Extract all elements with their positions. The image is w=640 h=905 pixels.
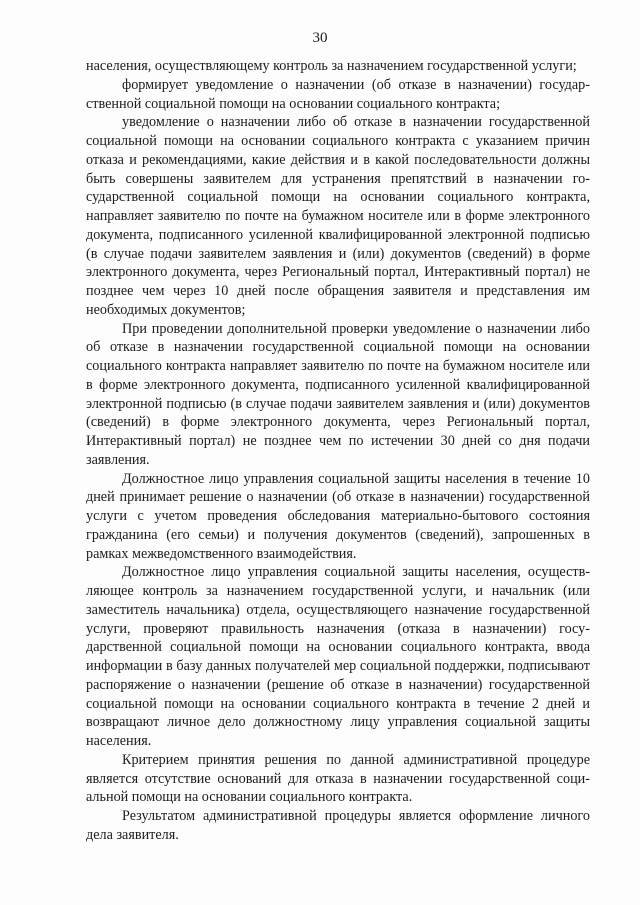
paragraph-verification: Должностное лицо управления социальной защиты населения, осуществляющее контроль за назначением государственной услуги, и начальник (или заместитель начальника) отдела, осуществляющего назначение государственной услуги, проверяют правильность назначения (отказа в назначении) государственной социальной помощи на основании социального контракта, ввода информации в базу данных получателей мер социальной поддержки, подписывают распоряжение о назначении (решение об отказе в назначении) государственной социальной помощи на основании социального контракта в течение 2 дней и возвращают личное дело должностному лицу управления социальной защиты населения. <box>86 564 590 749</box>
page-number: 30 <box>312 30 328 46</box>
document-body <box>86 57 590 845</box>
paragraph-continuation: населения, осуществляющему контроль за назначением государственной услуги; <box>86 58 577 74</box>
paragraph-notification-send: уведомление о назначении либо об отказе в назначении государственной социальной помощи на основании социального контракта с указанием причин отказа и рекомендациями, какие действия и в какой последовательности должны быть совершены заявителем для устранения препятствий в назначении государственной социальной помощи на основании социального контракта, направляет заявителю по почте на бумажном носителе или в форме электронного документа, подписанного усиленной квалифицированной электронной подписью (в случае подачи заявителем заявления и (или) документов (сведений) в форме электронного документа, через Региональный портал, Интерактивный портал) не позднее чем через 10 дней после обращения заявителя и представления им необходимых документов; <box>86 114 590 318</box>
paragraph-decision-term: Должностное лицо управления социальной защиты населения в течение 10 дней принимает решение о назначении (об отказе в назначении) государственной услуги с учетом проведения обследования материально-бытового состояния гражданина (его семьи) и получения документов (сведений), запрошенных в рамках межведомственного взаимодействия. <box>86 470 590 562</box>
paragraph-notification-form: формирует уведомление о назначении (об отказе в назначении) государственной социальной помощи на основании социального контракта; <box>86 76 590 112</box>
paragraph-additional-check: При проведении дополнительной проверки уведомление о назначении либо об отказе в назначении государственной социальной помощи на основании социального контракта направляет заявителю по почте на бумажном носителе или в форме электронного документа, подписанного усиленной квалифицированной электронной подписью (в случае подачи заявителем заявления и (или) документов (сведений) в форме электронного документа, через Региональный портал, Интерактивный портал) не позднее чем по истечении 30 дней со дня подачи заявления. <box>86 320 590 468</box>
paragraph-criterion: Критерием принятия решения по данной административной процедуре является отсутствие оснований для отказа в назначении государственной социальной помощи на основании социального контракта. <box>86 751 590 806</box>
paragraph-result: Результатом административной процедуры является оформление личного дела заявителя. <box>86 808 590 843</box>
